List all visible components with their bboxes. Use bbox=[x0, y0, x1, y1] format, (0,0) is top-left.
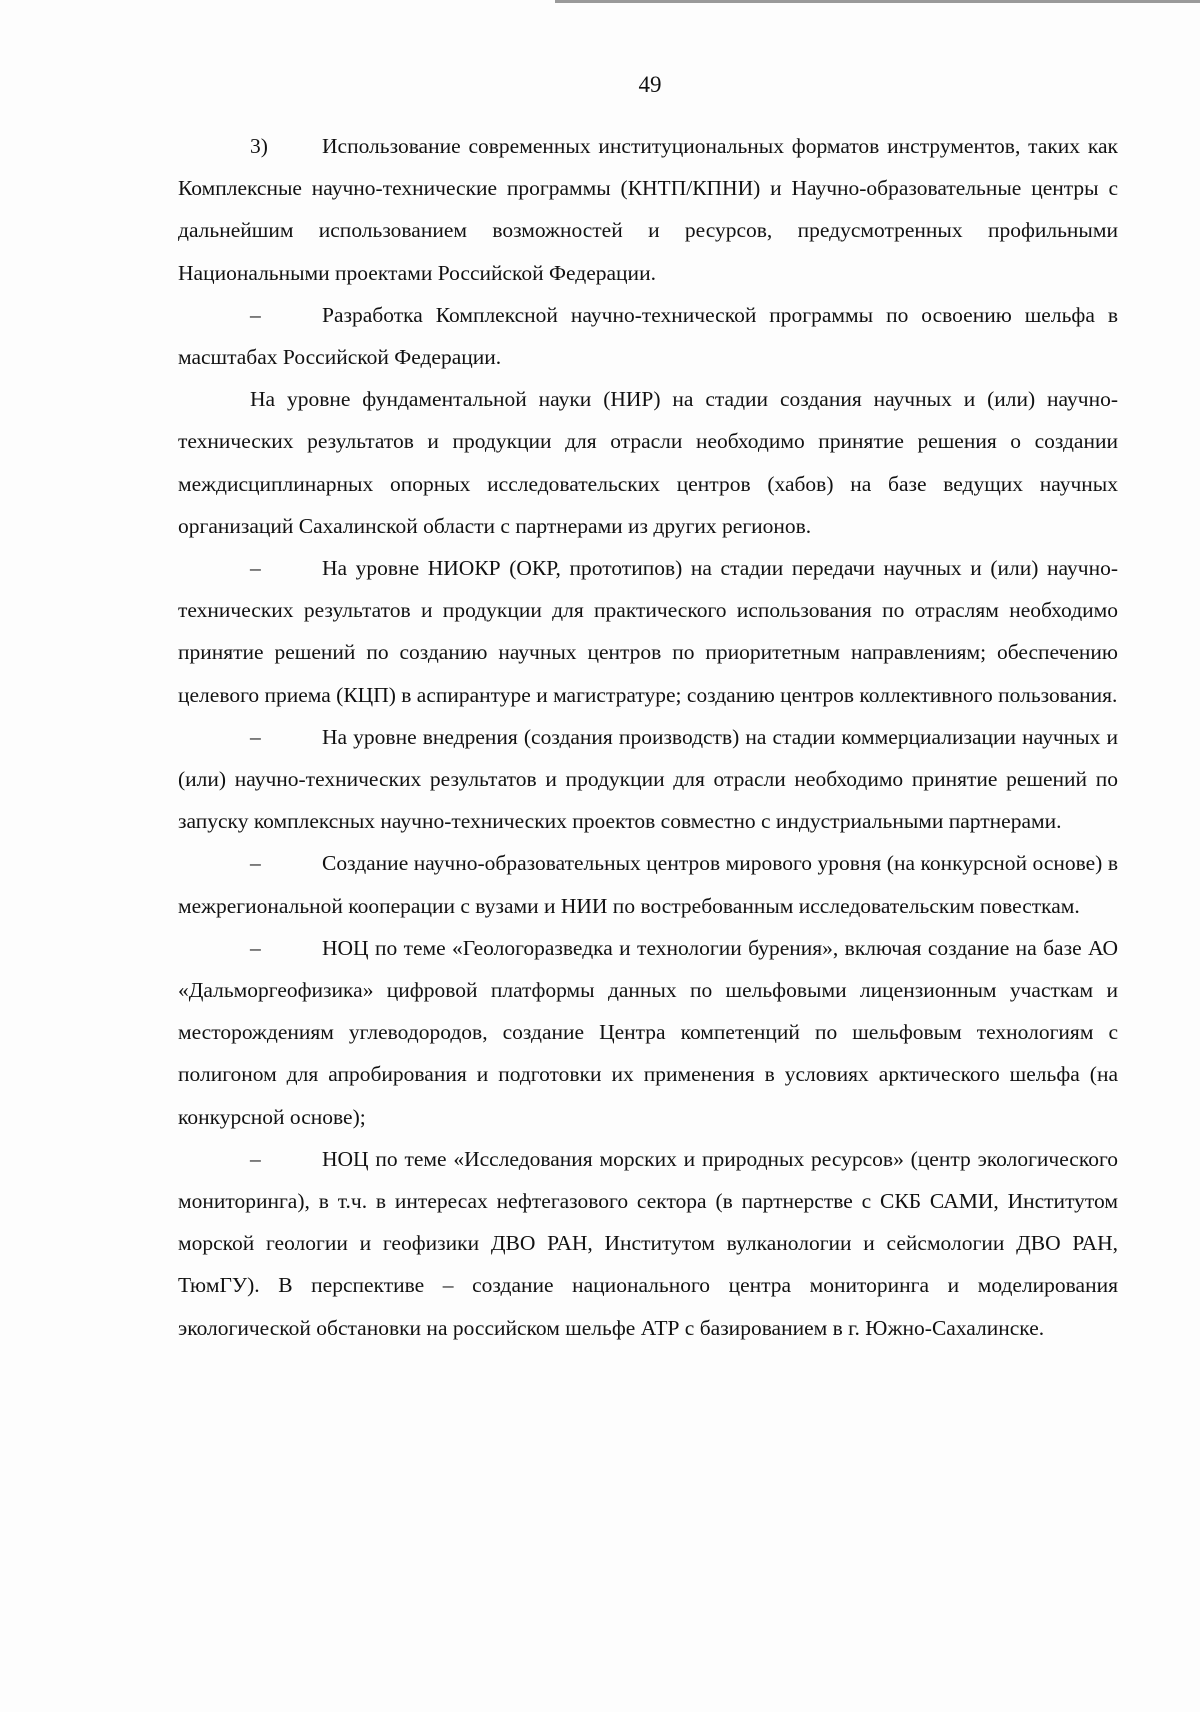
body-text bbox=[178, 125, 1118, 1349]
paragraph-text: На уровне внедрения (создания производств) на стадии коммерциализации научных и (или) научно-технических результатов и продукции для отрасли необходимо принятие решений по запуску комплексных научно-технических проектов совместно с индустриальными партнерами. bbox=[178, 724, 1118, 834]
paragraph-text: НОЦ по теме «Исследования морских и природных ресурсов» (центр экологического мониторинга), в т.ч. в интересах нефтегазового сектора (в партнерстве с СКБ САМИ, Институтом морской геологии и геофизики ДВО РАН, Институтом вулканологии и сейсмологии ДВО РАН, ТюмГУ). В перспективе – создание национального центра мониторинга и моделирования экологической обстановки на российском шельфе АТР с базированием в г. Южно-Сахалинске. bbox=[178, 1146, 1118, 1340]
paragraph-text: Создание научно-образовательных центров мирового уровня (на конкурсной основе) в межрегиональной кооперации с вузами и НИИ по востребованным исследовательским повесткам. bbox=[178, 851, 1118, 918]
paragraph bbox=[178, 716, 1118, 843]
list-marker: – bbox=[250, 1146, 261, 1171]
list-marker: – bbox=[250, 851, 261, 876]
paragraph bbox=[178, 294, 1118, 378]
paragraph bbox=[178, 927, 1118, 1138]
list-marker: – bbox=[250, 302, 261, 327]
paragraph-text: На уровне фундаментальной науки (НИР) на стадии создания научных и (или) научно-технических результатов и продукции для отрасли необходимо принятие решения о создании междисциплинарных опорных исследовательских центров (хабов) на базе ведущих научных организаций Сахалинской области с партнерами из других регионов. bbox=[178, 387, 1118, 538]
list-marker: – bbox=[250, 935, 261, 960]
list-marker: 3) bbox=[250, 134, 268, 158]
list-marker: – bbox=[250, 556, 261, 581]
paragraph bbox=[178, 125, 1118, 294]
paragraph-text: НОЦ по теме «Геологоразведка и технологии бурения», включая создание на базе АО «Дальморгеофизика» цифровой платформы данных по шельфовыми лицензионным участкам и месторождениям углеводородов, создание Центра компетенций по шельфовым технологиям с полигоном для апробирования и подготовки их применения в условиях арктического шельфа (на конкурсной основе); bbox=[178, 935, 1118, 1129]
scan-edge-rule bbox=[555, 0, 1200, 3]
paragraph-text: На уровне НИОКР (ОКР, прототипов) на стадии передачи научных и (или) научно-технических результатов и продукции для практического использования по отраслям необходимо принятие решений по созданию научных центров по приоритетным направлениям; обеспечению целевого приема (КЦП) в аспирантуре и магистратуре; созданию центров коллективного пользования. bbox=[178, 556, 1118, 707]
paragraph bbox=[178, 842, 1118, 926]
paragraph bbox=[178, 378, 1118, 547]
paragraph bbox=[178, 1138, 1118, 1349]
paragraph-text: Использование современных институциональных форматов инструментов, таких как Комплексные научно-технические программы (КНТП/КПНИ) и Научно-образовательные центры с дальнейшим использованием возможностей и ресурсов, предусмотренных профильными Национальными проектами Российской Федерации. bbox=[178, 134, 1118, 285]
paragraph-text: Разработка Комплексной научно-технической программы по освоению шельфа в масштабах Российской Федерации. bbox=[178, 302, 1118, 370]
paragraph bbox=[178, 547, 1118, 716]
list-marker: – bbox=[250, 724, 261, 749]
page-number: 49 bbox=[638, 72, 662, 97]
